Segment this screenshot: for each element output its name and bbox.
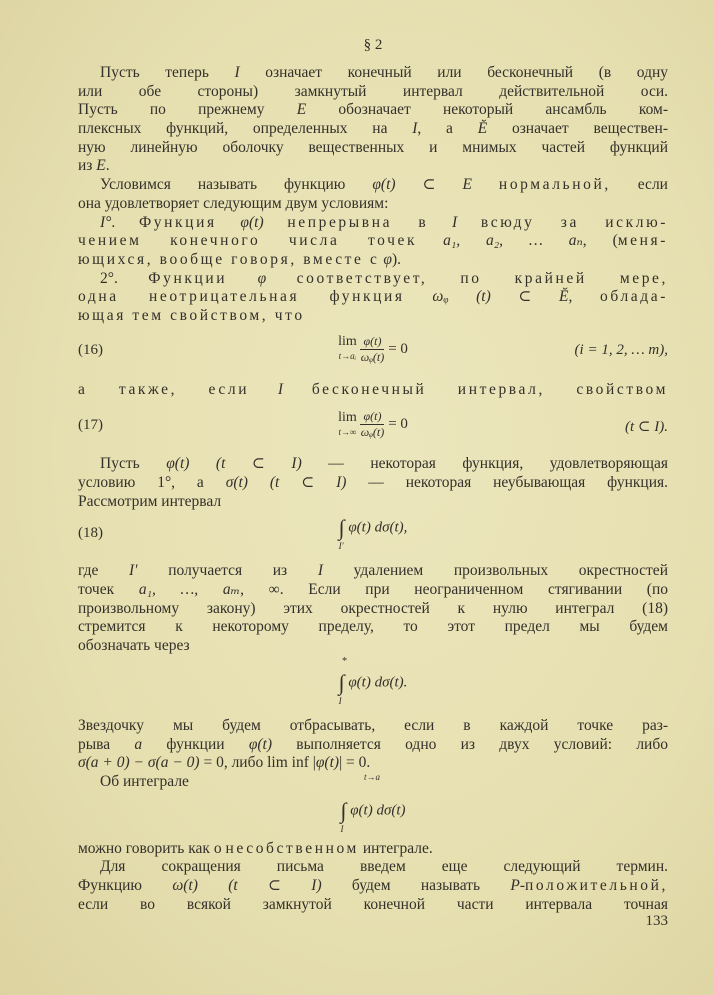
math-text: ω(t) (t ⊂ I) xyxy=(172,876,322,894)
rhs: = 0 xyxy=(388,340,408,357)
text-run: . xyxy=(111,213,139,231)
text-line xyxy=(78,120,668,139)
text-run: — некоторая неубывающая функция. xyxy=(346,474,668,491)
text-run: произвольному закону) этих окрестностей к нулю интеграл (18) xyxy=(78,599,668,617)
text-line xyxy=(78,562,668,581)
page-number: 133 xyxy=(645,913,668,929)
text-run: Функцию xyxy=(78,876,173,894)
lim-subscript: t→aᵢ xyxy=(338,351,357,362)
text-line xyxy=(78,736,668,755)
section-heading: § 2 xyxy=(363,37,383,53)
text-run xyxy=(266,270,296,287)
spaced-emphasis-text: Функция xyxy=(138,213,217,231)
text-run: Пусть теперь xyxy=(100,64,235,81)
text-run: плексных функций, определенных на xyxy=(78,120,413,138)
text-run: если xyxy=(610,176,668,194)
spaced-emphasis-text: чением конечного числа точек xyxy=(78,232,418,250)
math-text: φ(t) ⊂ E xyxy=(372,176,472,194)
equation-star-integral xyxy=(78,656,668,717)
equation-body xyxy=(78,797,668,834)
spaced-emphasis-text: ющая тем свойством, что xyxy=(78,306,305,324)
text-run: обозначает некоторый ансамбль ком- xyxy=(306,101,668,119)
text-run: интеграле. xyxy=(358,839,433,857)
text-run xyxy=(217,214,241,231)
paragraph-block xyxy=(78,64,668,326)
math-text: P xyxy=(510,876,520,894)
text-run: | = 0. xyxy=(339,754,371,772)
text-run: условию 1°, а xyxy=(78,474,226,491)
limit xyxy=(338,411,357,439)
text-run xyxy=(428,214,452,231)
spaced-emphasis-text: несобственном xyxy=(225,839,359,857)
text-line xyxy=(78,139,668,158)
spaced-emphasis-text: бесконечный интервал, свойством xyxy=(311,380,669,398)
text-run: , ( xyxy=(582,232,618,250)
text-line xyxy=(78,600,668,619)
integral-lower-limit: I xyxy=(340,823,344,834)
text-run: Рассмотрим интервал xyxy=(78,492,222,510)
integral-sign xyxy=(338,515,345,552)
math-text: I° xyxy=(100,213,112,231)
text-run: 2°. xyxy=(100,269,149,287)
math-text: φ xyxy=(383,250,392,268)
text-run: выполняется одно из двух условий: либо xyxy=(272,735,668,753)
math-text: a xyxy=(134,735,143,753)
text-run: Об интеграле xyxy=(100,772,189,790)
integrand: φ(t) dσ(t), xyxy=(348,519,408,536)
integral-lower-limit: I xyxy=(338,695,342,706)
equation-16 xyxy=(78,326,668,381)
integral-glyph: ∫ xyxy=(338,515,345,541)
text-run xyxy=(405,288,433,305)
equation-label: (18) xyxy=(78,525,103,542)
paragraph-block xyxy=(78,562,668,655)
denominator: ωᵩ(t) xyxy=(360,425,385,440)
text-run: будем называть xyxy=(321,876,511,894)
text-line xyxy=(78,618,668,637)
numerator: φ(t) xyxy=(360,409,384,425)
integrand: φ(t) dσ(t) xyxy=(350,802,406,818)
math-text: φ(t) xyxy=(248,735,273,753)
text-run: — некоторая функция, удовлетворяющая xyxy=(301,455,669,473)
text-line xyxy=(78,64,668,83)
text-run: удалением произвольных окрестностей xyxy=(323,562,668,580)
text-run: стремится к некоторому пределу, то этот предел мы будем xyxy=(78,618,668,636)
text-run: рыва xyxy=(78,735,135,753)
text-line xyxy=(78,214,668,233)
text-line xyxy=(78,637,668,656)
text-run: Звездочку мы будем отбрасывать, если в каждой точке раз- xyxy=(78,716,668,734)
spaced-emphasis-text: Функции xyxy=(148,269,228,287)
text-line xyxy=(78,455,668,474)
text-line xyxy=(78,307,668,326)
spaced-emphasis-text: непрерывна в xyxy=(287,213,429,231)
text-line xyxy=(78,251,668,270)
spaced-emphasis-text: меня- xyxy=(617,232,669,250)
denominator: ωᵩ(t) xyxy=(360,349,385,364)
text-run xyxy=(283,381,312,398)
spaced-emphasis-text: ющихся, вообще говоря, вместе с xyxy=(78,250,380,268)
text-run: обозначать через xyxy=(78,637,190,655)
integral-sign xyxy=(340,797,347,834)
limit xyxy=(338,335,357,363)
spaced-emphasis-text: нормальной, xyxy=(498,176,611,194)
text-run xyxy=(472,176,499,193)
text-run: Для сокращения письма введем еще следующий термин. xyxy=(100,858,668,876)
lim-text: lim xyxy=(338,409,357,425)
text-line xyxy=(78,896,668,915)
text-run: = 0, либо lim inf | xyxy=(199,754,316,772)
text-line xyxy=(78,858,668,877)
text-line xyxy=(78,381,668,400)
math-text: ω xyxy=(432,288,444,306)
text-run: ную линейную оболочку вещественных и мнимых частей функций xyxy=(78,138,668,156)
text-run xyxy=(417,232,443,249)
math-text: I xyxy=(277,380,284,398)
text-run xyxy=(249,381,278,398)
equation-body xyxy=(78,655,668,706)
math-text: I′ xyxy=(129,562,138,580)
text-run: Пусть по прежнему xyxy=(78,101,297,119)
integral-sign xyxy=(338,655,347,706)
text-run: ᵩ xyxy=(443,288,477,306)
text-run xyxy=(457,214,481,231)
text-run: означает конечный или бесконечный (в одну xyxy=(239,64,668,81)
text-run: означает веществен- xyxy=(487,120,668,138)
text-line xyxy=(78,270,668,289)
math-text: I xyxy=(412,120,418,138)
text-run xyxy=(264,214,288,231)
math-text: a₁, a₂, … aₙ xyxy=(443,232,583,250)
text-run: можно говорить как о xyxy=(78,839,226,857)
equation-condition: (t ⊂ I). xyxy=(625,419,668,436)
integral-glyph: ∫ xyxy=(338,669,345,695)
text-run: , а xyxy=(417,120,478,138)
text-line xyxy=(78,840,668,859)
text-run: ). xyxy=(391,250,401,268)
equation-condition: (i = 1, 2, … m), xyxy=(574,341,668,358)
spaced-emphasis-text: всюду за исклю- xyxy=(480,213,669,231)
text-line xyxy=(78,232,668,251)
text-run: получается из xyxy=(137,562,318,580)
equation-17 xyxy=(78,399,668,455)
spaced-emphasis-text: соответствует, по крайней мере, xyxy=(296,269,669,287)
text-line xyxy=(78,101,668,120)
math-text: φ(t) (t ⊂ I) xyxy=(166,455,302,473)
text-line xyxy=(78,717,668,736)
text-run: или обе стороны) замкнутый интервал действительной оси. xyxy=(78,82,668,100)
lim-subscript: t→∞ xyxy=(338,426,357,437)
math-text: φ(t) xyxy=(315,754,340,772)
math-text: E xyxy=(296,101,307,119)
math-text: I xyxy=(317,562,323,580)
math-text: E xyxy=(96,157,106,175)
paragraph-block xyxy=(78,840,668,915)
text-run: функции xyxy=(142,735,249,753)
text-run: она удовлетворяет следующим двум условиям: xyxy=(78,194,389,212)
paragraph-block xyxy=(78,381,668,400)
text-run: . xyxy=(105,157,110,175)
text-line xyxy=(78,581,668,600)
text-run: Условимся называть функцию xyxy=(100,176,373,194)
text-line xyxy=(78,195,668,214)
equation-body xyxy=(78,409,668,440)
text-body xyxy=(78,64,668,914)
text-line xyxy=(78,877,668,896)
fraction xyxy=(360,409,384,440)
text-line xyxy=(78,493,668,512)
spaced-emphasis-text: а также, если xyxy=(78,380,250,398)
text-run: , ∞. Если при неограниченном стягивании (по xyxy=(240,581,668,599)
text-run: , xyxy=(568,288,601,306)
text-line xyxy=(78,157,668,176)
spaced-emphasis-text: облада- xyxy=(600,288,669,306)
text-line xyxy=(78,83,668,102)
liminf-subscript: t→a xyxy=(364,771,381,782)
fraction xyxy=(360,334,384,365)
text-run: из xyxy=(78,157,97,175)
text-run: где xyxy=(78,562,130,580)
math-text: φ(t) xyxy=(240,213,264,231)
equation-label: (16) xyxy=(78,341,103,358)
math-text: σ(a + 0) − σ(a − 0) xyxy=(78,754,200,772)
text-line xyxy=(78,288,668,307)
text-run: точек xyxy=(78,581,139,599)
math-text: φ xyxy=(257,269,267,287)
text-run xyxy=(227,270,257,287)
math-text: a₁, …, aₘ xyxy=(138,581,241,599)
text-line xyxy=(78,474,668,493)
text-line xyxy=(78,176,668,195)
numerator: φ(t) xyxy=(360,334,384,350)
spaced-emphasis-text: одна неотрицательная функция xyxy=(78,288,405,306)
star-mark: * xyxy=(341,655,347,667)
text-run: если во всякой замкнутой конечной части интервала точная xyxy=(78,895,668,913)
equation-label: (17) xyxy=(78,417,103,434)
equation-18 xyxy=(78,511,668,562)
math-text: I xyxy=(234,64,240,81)
math-text: (t) ⊂ Ĕ xyxy=(476,288,569,306)
integrand: φ(t) dσ(t). xyxy=(348,674,408,691)
rhs: = 0 xyxy=(388,416,408,433)
text-run: Пусть xyxy=(100,455,167,473)
math-text: Ĕ xyxy=(477,120,488,138)
integral-lower-limit: I′ xyxy=(338,541,344,552)
spaced-emphasis-text: положительной, xyxy=(524,876,668,894)
integral-glyph: ∫ xyxy=(340,797,347,823)
lim-text: lim xyxy=(338,334,357,350)
text-run: - xyxy=(519,876,525,894)
text-line xyxy=(78,754,668,773)
paragraph-block xyxy=(78,455,668,511)
math-text: σ(t) (t ⊂ I) xyxy=(225,474,347,491)
equation-body xyxy=(78,515,668,552)
math-text: I xyxy=(452,213,458,231)
